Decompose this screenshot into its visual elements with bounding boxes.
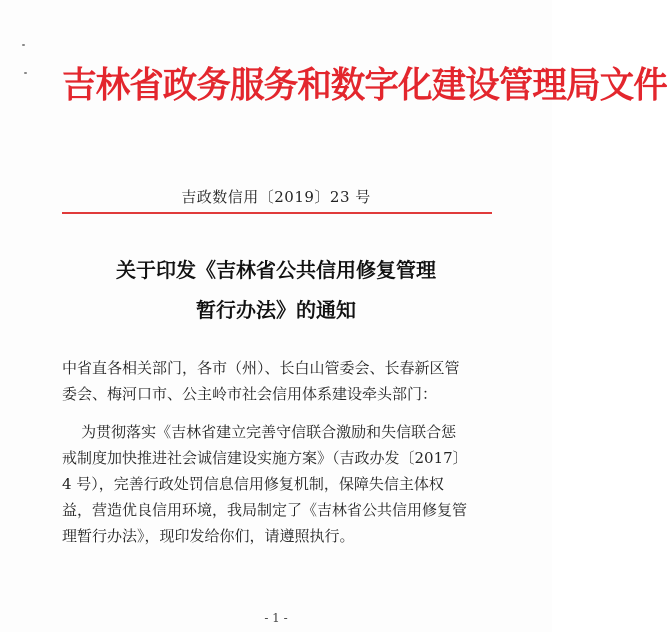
notice-title-line-1: 关于印发《吉林省公共信用修复管理 <box>116 258 436 282</box>
body-line: 委会、梅河口市、公主岭市社会信用体系建设牵头部门： <box>62 385 438 403</box>
body-line: 戒制度加快推进社会诚信建设实施方案》（吉政办发〔2017〕 <box>62 449 468 467</box>
notice-title-line-2: 暂行办法》的通知 <box>196 298 356 322</box>
body-line: 益，营造优良信用环境，我局制定了《吉林省公共信用修复管 <box>62 501 468 519</box>
scan-speck <box>22 44 25 46</box>
document-number: 吉政数信用〔2019〕23 号 <box>181 188 371 206</box>
body-line: 为贯彻落实《吉林省建立完善守信联合激励和失信联合惩 <box>62 423 457 441</box>
body-line: 中省直各相关部门，各市（州）、长白山管委会、长春新区管 <box>62 359 460 377</box>
body-line: 4 号），完善行政处罚信息信用修复机制，保障失信主体权 <box>62 475 444 493</box>
body-line: 理暂行办法》，现印发给你们，请遵照执行。 <box>62 527 355 545</box>
document-header-title: 吉林省政务服务和数字化建设管理局文件 <box>62 64 667 106</box>
page-number: - 1 - <box>264 611 288 625</box>
red-divider-line <box>62 212 492 214</box>
scan-speck <box>24 72 27 74</box>
